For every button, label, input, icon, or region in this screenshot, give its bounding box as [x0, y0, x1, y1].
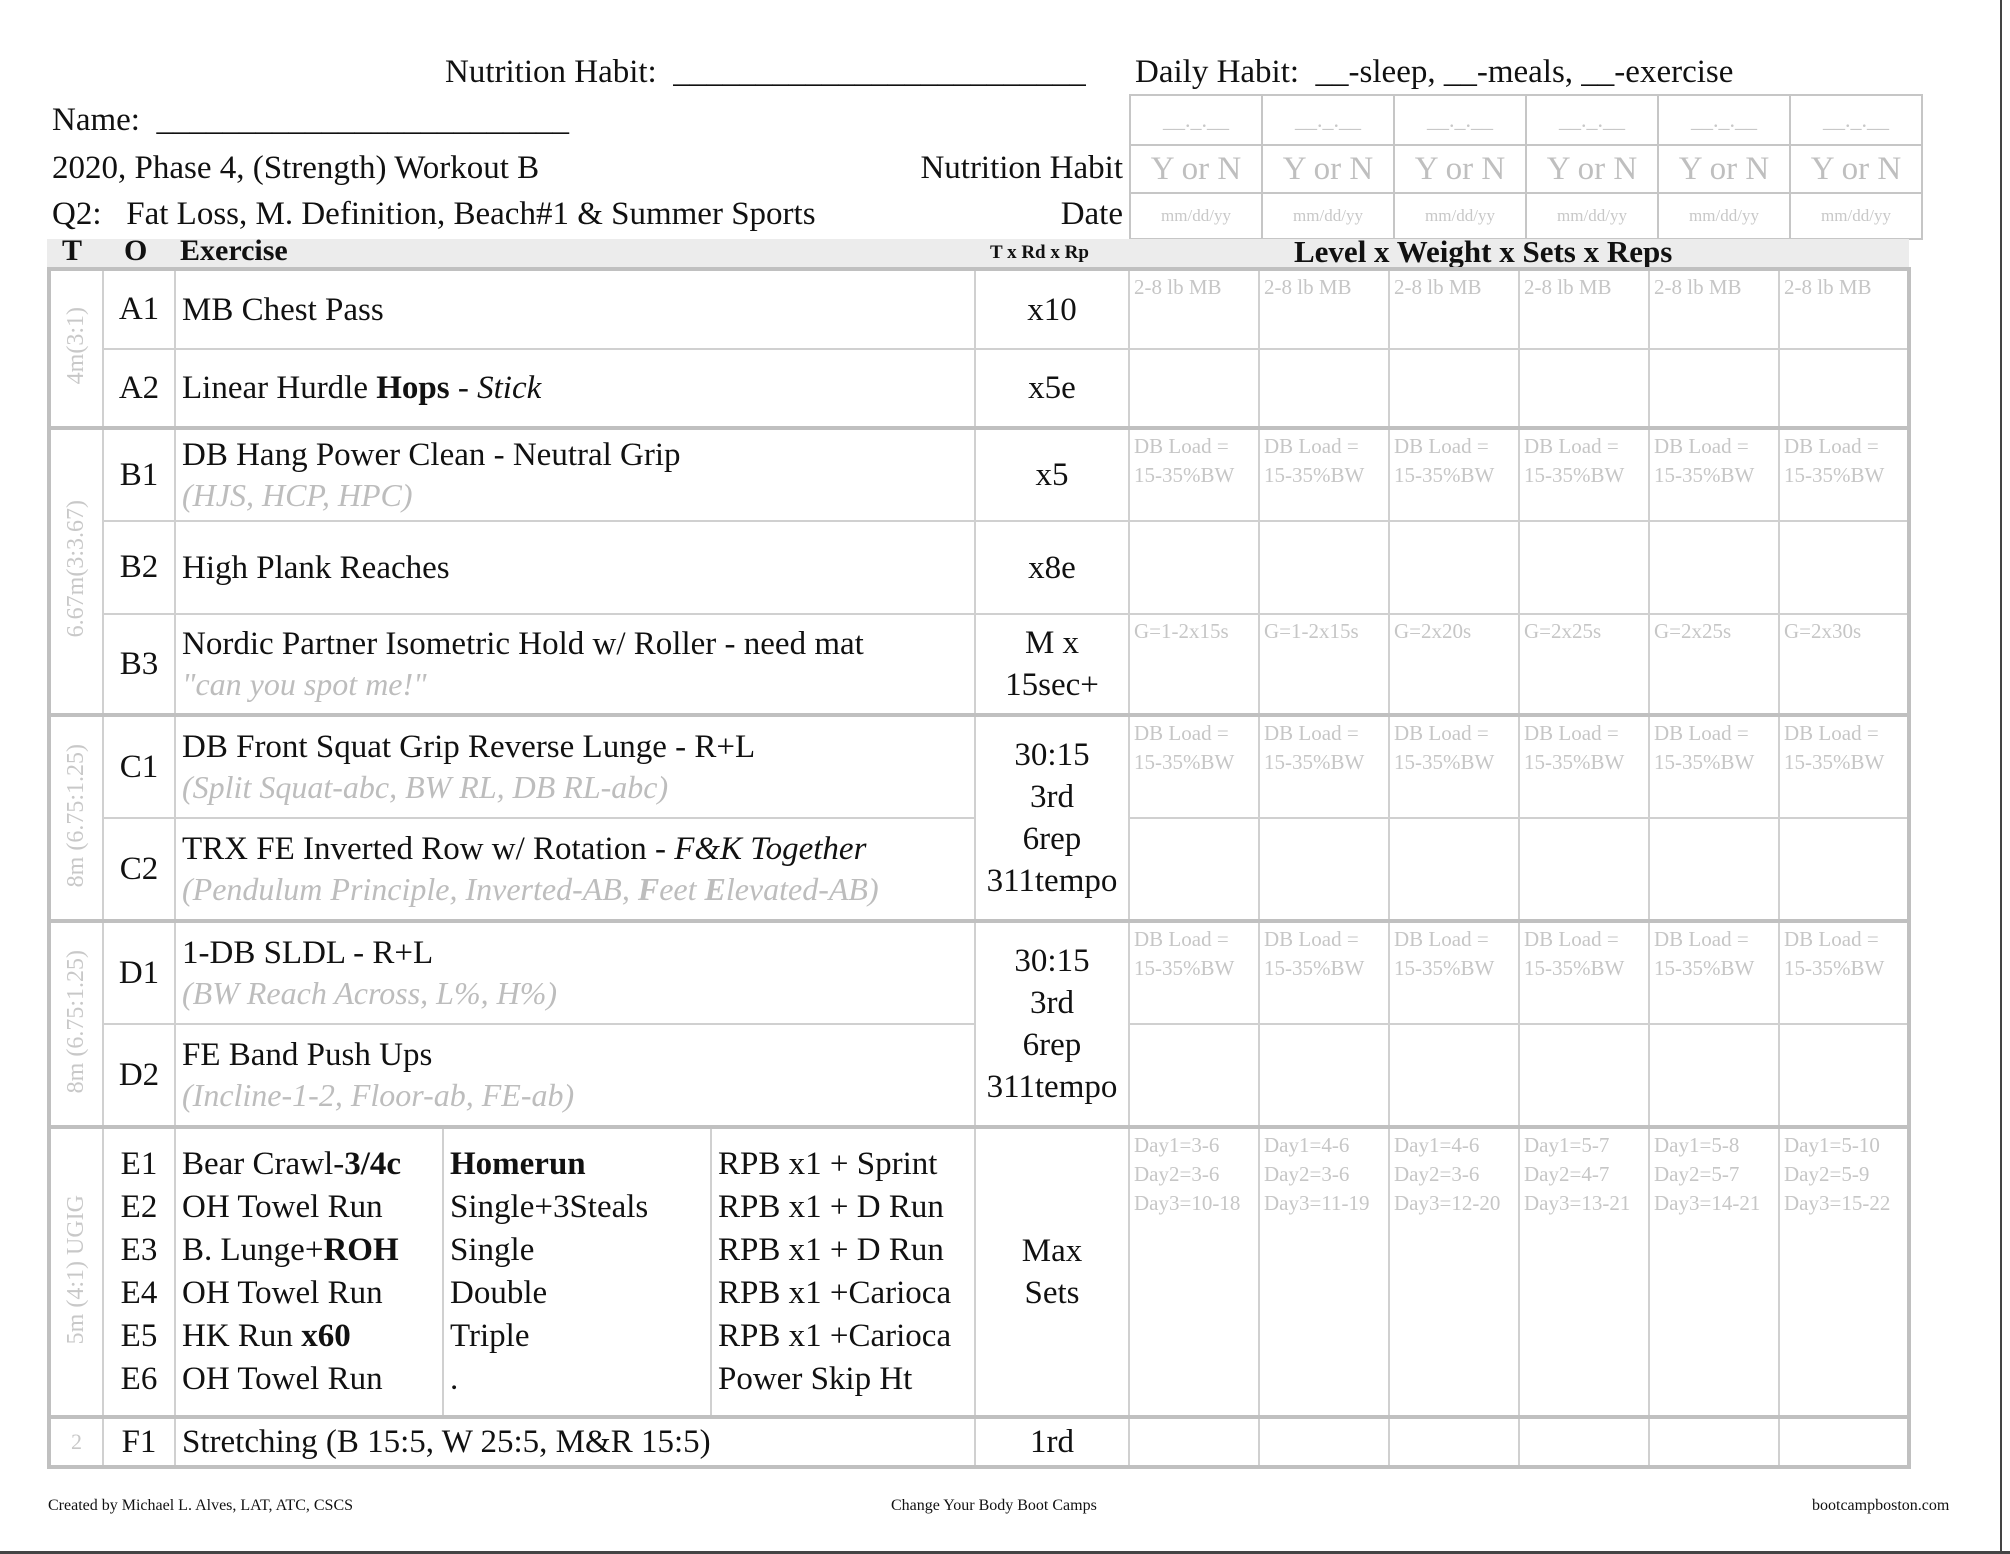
blank-cell[interactable]: __._.__ [1658, 95, 1790, 145]
yes-no-cell[interactable]: Y or N [1526, 145, 1658, 193]
log-cell[interactable] [1649, 1127, 1779, 1417]
yes-no-cell[interactable]: Y or N [1394, 145, 1526, 193]
exercise-progression: levated-AB) [725, 871, 879, 907]
log-cell[interactable]: 2-8 lb MB [1129, 269, 1259, 349]
log-hint: DB Load = 15-35%BW [1264, 434, 1365, 487]
nutrition-habit-label: Nutrition Habit [920, 150, 1123, 186]
nutrition-habit-line: Nutrition Habit: _________________________ [445, 54, 1086, 90]
order-cell: D2 [103, 1024, 175, 1127]
log-cell[interactable] [1259, 1127, 1389, 1417]
log-cell[interactable] [1389, 1127, 1519, 1417]
exercise-name: FE Band Push Ups [182, 1037, 433, 1073]
log-hint: DB Load = 15-35%BW [1524, 434, 1625, 487]
trr-cell [975, 921, 1129, 1127]
log-hint: DB Load = 15-35%BW [1784, 927, 1885, 980]
drill-name: . [450, 1361, 459, 1397]
log-cell[interactable] [1259, 349, 1389, 428]
exercise-cell [175, 1417, 975, 1467]
daily-habit-line: Daily Habit: __-sleep, __-meals, __-exercise [1135, 54, 1734, 90]
log-cell[interactable]: G=2x30s [1779, 614, 1909, 715]
log-cell[interactable]: G=2x25s [1649, 614, 1779, 715]
quarter-goals: Q2: Fat Loss, M. Definition, Beach#1 & Summer Sports [52, 196, 816, 232]
trr-cell: x5e [975, 349, 1129, 428]
table-row [49, 521, 1909, 614]
log-cell[interactable] [1649, 428, 1779, 521]
log-cell[interactable] [1519, 349, 1649, 428]
log-cell[interactable] [1519, 818, 1649, 921]
log-cell[interactable]: G=1-2x15s [1259, 614, 1389, 715]
trr-cell [975, 614, 1129, 715]
log-cell[interactable] [1649, 1417, 1779, 1467]
col-header-level: Level x Weight x Sets x Reps [1294, 234, 1673, 269]
workout-table [47, 267, 1911, 1469]
time-cell [49, 921, 103, 1127]
order-cell: C2 [103, 818, 175, 921]
drill-name: B. Lunge+ [182, 1232, 324, 1268]
order-label: E4 [120, 1275, 158, 1311]
order-cell: B2 [103, 521, 175, 614]
drill-name: Power Skip Ht [718, 1361, 913, 1397]
blank-cell[interactable]: __._.__ [1526, 95, 1658, 145]
log-cell[interactable] [1389, 1417, 1519, 1467]
order-label: E6 [120, 1361, 158, 1397]
log-cell[interactable] [1129, 921, 1259, 1024]
log-cell[interactable] [1649, 818, 1779, 921]
exercise-name: 1-DB SLDL - R+L [182, 935, 434, 971]
log-cell[interactable] [1779, 921, 1909, 1024]
log-hint: Day1=5-8 Day2=5-7 Day3=14-21 [1654, 1133, 1761, 1215]
exercise-name: TRX FE Inverted Row w/ Rotation - [182, 831, 675, 867]
exercise-progression: (Incline-1-2, Floor-ab, FE-ab) [182, 1077, 575, 1113]
exercise-progression: F [637, 871, 660, 907]
date-cell[interactable]: mm/dd/yy [1790, 193, 1922, 239]
drill-name: RPB x1 +Carioca [718, 1275, 952, 1311]
blank-cell[interactable]: __._.__ [1790, 95, 1922, 145]
trr-cell: x10 [975, 269, 1129, 349]
time-cell [49, 1127, 103, 1417]
log-cell[interactable] [1259, 1024, 1389, 1127]
exercise-cell [443, 1127, 711, 1417]
trr-line: M x [1024, 625, 1080, 661]
order-label: E2 [120, 1189, 158, 1225]
table-row [49, 614, 1909, 715]
exercise-cell [175, 428, 975, 521]
log-cell[interactable] [1389, 428, 1519, 521]
time-cell [49, 269, 103, 428]
exercise-emphasis: Hops [376, 370, 450, 406]
log-cell[interactable] [1779, 818, 1909, 921]
date-cell[interactable]: mm/dd/yy [1526, 193, 1658, 239]
order-cell: B3 [103, 614, 175, 715]
log-cell[interactable] [1649, 521, 1779, 614]
drill-name: RPB x1 +Carioca [718, 1318, 952, 1354]
footer-company: Change Your Body Boot Camps [891, 1497, 1097, 1514]
log-hint: DB Load = 15-35%BW [1394, 927, 1495, 980]
log-cell[interactable] [1129, 1127, 1259, 1417]
log-cell[interactable] [1519, 1417, 1649, 1467]
log-cell[interactable] [1779, 521, 1909, 614]
log-cell[interactable] [1259, 921, 1389, 1024]
exercise-cell [175, 521, 975, 614]
table-row [49, 1127, 1909, 1417]
exercise-cell [175, 614, 975, 715]
log-cell[interactable] [1519, 1127, 1649, 1417]
exercise-cell [175, 818, 975, 921]
time-label: 5m (4:1) UGIG [63, 1194, 89, 1345]
drill-name: RPB x1 + D Run [718, 1189, 944, 1225]
log-cell[interactable] [1389, 1024, 1519, 1127]
log-cell[interactable] [1779, 1127, 1909, 1417]
date-cell[interactable]: mm/dd/yy [1262, 193, 1394, 239]
log-cell[interactable]: 2-8 lb MB [1259, 269, 1389, 349]
time-label: 6.67m(3:3.67) [63, 500, 89, 638]
exercise-progression: (BW Reach Across, L%, H%) [182, 975, 558, 1011]
log-cell[interactable] [1779, 428, 1909, 521]
log-cell[interactable]: G=1-2x15s [1129, 614, 1259, 715]
trr-line: 6rep [1022, 821, 1082, 857]
trr-line: 15sec+ [1005, 667, 1099, 703]
exercise-name: MB Chest Pass [182, 291, 384, 328]
habit-tracking-grid [1129, 94, 1923, 240]
date-cell[interactable]: mm/dd/yy [1658, 193, 1790, 239]
trr-cell: 1rd [975, 1417, 1129, 1467]
log-cell[interactable] [1259, 521, 1389, 614]
log-cell[interactable] [1389, 921, 1519, 1024]
exercise-cell [711, 1127, 975, 1417]
log-hint: DB Load = 15-35%BW [1394, 721, 1495, 774]
drill-name: OH Towel Run [182, 1275, 383, 1311]
trr-line: 311tempo [986, 1069, 1118, 1105]
log-hint: Day1=4-6 Day2=3-6 Day3=12-20 [1394, 1133, 1501, 1215]
drill-name: HK Run [182, 1318, 302, 1354]
log-cell[interactable] [1259, 428, 1389, 521]
table-row [49, 921, 1909, 1024]
log-hint: DB Load = 15-35%BW [1394, 434, 1495, 487]
order-cell: A2 [103, 349, 175, 428]
log-cell[interactable] [1779, 715, 1909, 818]
blank-cell[interactable]: __._.__ [1262, 95, 1394, 145]
log-hint: DB Load = 15-35%BW [1134, 434, 1235, 487]
col-header-exercise: Exercise [180, 234, 288, 267]
time-cell [49, 1417, 103, 1467]
blank-cell[interactable]: __._.__ [1130, 95, 1262, 145]
log-hint: DB Load = 15-35%BW [1134, 927, 1235, 980]
trr-line: 30:15 [1014, 737, 1090, 773]
trr-cell [975, 715, 1129, 921]
order-cell: B1 [103, 428, 175, 521]
name-line: Name: _________________________ [52, 102, 569, 138]
log-hint: DB Load = 15-35%BW [1524, 721, 1625, 774]
trr-line: 311tempo [986, 863, 1118, 899]
date-label: Date [1060, 196, 1123, 232]
log-hint: Day1=4-6 Day2=3-6 Day3=11-19 [1264, 1133, 1370, 1215]
log-hint: DB Load = 15-35%BW [1654, 721, 1755, 774]
drill-name: OH Towel Run [182, 1189, 383, 1225]
log-hint: Day1=5-10 Day2=5-9 Day3=15-22 [1784, 1133, 1891, 1215]
drill-emphasis: ROH [323, 1232, 399, 1268]
trr-line: 3rd [1030, 985, 1074, 1021]
log-cell[interactable]: 2-8 lb MB [1519, 269, 1649, 349]
exercise-name: High Plank Reaches [182, 549, 450, 586]
log-cell[interactable] [1519, 715, 1649, 818]
exercise-cell [175, 1127, 443, 1417]
exercise-cell [175, 349, 975, 428]
exercise-cell [175, 1024, 975, 1127]
log-cell[interactable] [1519, 921, 1649, 1024]
drill-name: Bear Crawl- [182, 1146, 345, 1182]
log-hint: DB Load = 15-35%BW [1784, 721, 1885, 774]
drill-name: Single+3Steals [450, 1189, 649, 1225]
log-cell[interactable] [1649, 1024, 1779, 1127]
log-cell[interactable] [1389, 349, 1519, 428]
drill-name: RPB x1 + Sprint [718, 1146, 938, 1182]
log-cell[interactable] [1259, 715, 1389, 818]
order-cell: D1 [103, 921, 175, 1024]
log-cell[interactable] [1129, 715, 1259, 818]
exercise-name: DB Front Squat Grip Reverse Lunge - R+L [182, 729, 756, 765]
log-cell[interactable] [1259, 818, 1389, 921]
exercise-progression: eet [659, 871, 705, 907]
log-hint: Day1=5-7 Day2=4-7 Day3=13-21 [1524, 1133, 1631, 1215]
trr-line: Max [1021, 1233, 1083, 1269]
order-cell [103, 1127, 175, 1417]
trr-cell [975, 1127, 1129, 1417]
log-hint: DB Load = 15-35%BW [1264, 721, 1365, 774]
exercise-name: DB Hang Power Clean - Neutral Grip [182, 437, 681, 473]
log-cell[interactable] [1259, 1417, 1389, 1467]
drill-name: Single [450, 1232, 535, 1268]
order-cell: C1 [103, 715, 175, 818]
log-cell[interactable] [1129, 1417, 1259, 1467]
drill-name: Double [450, 1275, 548, 1311]
log-hint: Day1=3-6 Day2=3-6 Day3=10-18 [1134, 1133, 1241, 1215]
table-row [49, 349, 1909, 428]
date-cell[interactable]: mm/dd/yy [1394, 193, 1526, 239]
time-cell [49, 715, 103, 921]
log-cell[interactable] [1779, 1024, 1909, 1127]
exercise-name: Linear Hurdle [182, 370, 377, 406]
table-row [49, 269, 1909, 349]
log-hint: DB Load = 15-35%BW [1134, 721, 1235, 774]
log-cell[interactable] [1129, 1024, 1259, 1127]
exercise-progression: (HJS, HCP, HPC) [182, 477, 413, 513]
footer-author: Created by Michael L. Alves, LAT, ATC, CSCS [48, 1497, 354, 1514]
col-header-time: T [62, 234, 83, 267]
page-border-right [2000, 0, 2002, 1554]
exercise-cell [175, 921, 975, 1024]
drill-name: Triple [450, 1318, 530, 1354]
drill-name: RPB x1 + D Run [718, 1232, 944, 1268]
log-cell[interactable] [1389, 715, 1519, 818]
trr-cell: x8e [975, 521, 1129, 614]
log-cell[interactable]: G=2x20s [1389, 614, 1519, 715]
exercise-cell [175, 715, 975, 818]
drill-emphasis: 3/4c [344, 1146, 402, 1182]
log-cell[interactable] [1519, 521, 1649, 614]
exercise-dash: - [449, 370, 478, 406]
time-cell [49, 428, 103, 715]
exercise-progression: (Pendulum Principle, Inverted-AB, [182, 871, 638, 907]
order-label: E1 [120, 1146, 158, 1182]
workout-title: 2020, Phase 4, (Strength) Workout B [52, 150, 540, 186]
time-label: 2 [71, 1429, 82, 1454]
trr-line: 6rep [1022, 1027, 1082, 1063]
log-cell[interactable] [1129, 349, 1259, 428]
log-cell[interactable] [1649, 921, 1779, 1024]
exercise-cell [175, 269, 975, 349]
exercise-cue: Stick [477, 370, 542, 406]
log-cell[interactable] [1129, 818, 1259, 921]
col-header-order: O [124, 234, 148, 267]
col-header-trr: T x Rd x Rp [990, 242, 1089, 263]
order-label: E5 [120, 1318, 158, 1354]
time-label: 8m (6.75:1.25) [63, 949, 89, 1094]
log-hint: DB Load = 15-35%BW [1264, 927, 1365, 980]
log-cell[interactable] [1129, 428, 1259, 521]
time-label: 4m(3:1) [63, 307, 89, 385]
exercise-name: Nordic Partner Isometric Hold w/ Roller - need mat [182, 626, 864, 662]
drill-emphasis: x60 [301, 1318, 351, 1354]
log-cell[interactable] [1519, 428, 1649, 521]
log-cell[interactable] [1389, 818, 1519, 921]
order-label: E3 [120, 1232, 158, 1268]
table-row [49, 428, 1909, 521]
drill-name: OH Towel Run [182, 1361, 383, 1397]
log-hint: DB Load = 15-35%BW [1654, 434, 1755, 487]
exercise-cue: "can you spot me!" [182, 666, 427, 702]
log-cell[interactable] [1649, 349, 1779, 428]
log-cell[interactable]: G=2x25s [1519, 614, 1649, 715]
footer-website[interactable]: bootcampboston.com [1812, 1497, 1950, 1514]
log-hint: DB Load = 15-35%BW [1654, 927, 1755, 980]
exercise-name: Stretching (B 15:5, W 25:5, M&R 15:5) [182, 1424, 711, 1460]
date-cell[interactable]: mm/dd/yy [1130, 193, 1262, 239]
log-cell[interactable]: 2-8 lb MB [1779, 269, 1909, 349]
log-cell[interactable] [1649, 715, 1779, 818]
yes-no-cell[interactable]: Y or N [1130, 145, 1262, 193]
table-row [49, 715, 1909, 818]
drill-emphasis: Homerun [450, 1146, 586, 1182]
log-cell[interactable] [1779, 349, 1909, 428]
yes-no-cell[interactable]: Y or N [1262, 145, 1394, 193]
log-cell[interactable] [1519, 1024, 1649, 1127]
blank-cell[interactable]: __._.__ [1394, 95, 1526, 145]
order-cell: A1 [103, 269, 175, 349]
yes-no-cell[interactable]: Y or N [1658, 145, 1790, 193]
time-label: 8m (6.75:1.25) [63, 743, 89, 888]
log-cell[interactable]: 2-8 lb MB [1649, 269, 1779, 349]
trr-line: 30:15 [1014, 943, 1090, 979]
table-row [49, 1417, 1909, 1467]
yes-no-cell[interactable]: Y or N [1790, 145, 1922, 193]
trr-line: Sets [1024, 1275, 1080, 1311]
log-hint: DB Load = 15-35%BW [1524, 927, 1625, 980]
log-cell[interactable] [1129, 521, 1259, 614]
log-cell[interactable]: 2-8 lb MB [1389, 269, 1519, 349]
exercise-progression: (Split Squat-abc, BW RL, DB RL-abc) [182, 769, 669, 805]
log-hint: DB Load = 15-35%BW [1784, 434, 1885, 487]
exercise-progression: E [704, 871, 726, 907]
trr-cell: x5 [975, 428, 1129, 521]
log-cell[interactable] [1779, 1417, 1909, 1467]
order-cell: F1 [103, 1417, 175, 1467]
trr-line: 3rd [1030, 779, 1074, 815]
exercise-cue: F&K Together [674, 831, 867, 867]
log-cell[interactable] [1389, 521, 1519, 614]
